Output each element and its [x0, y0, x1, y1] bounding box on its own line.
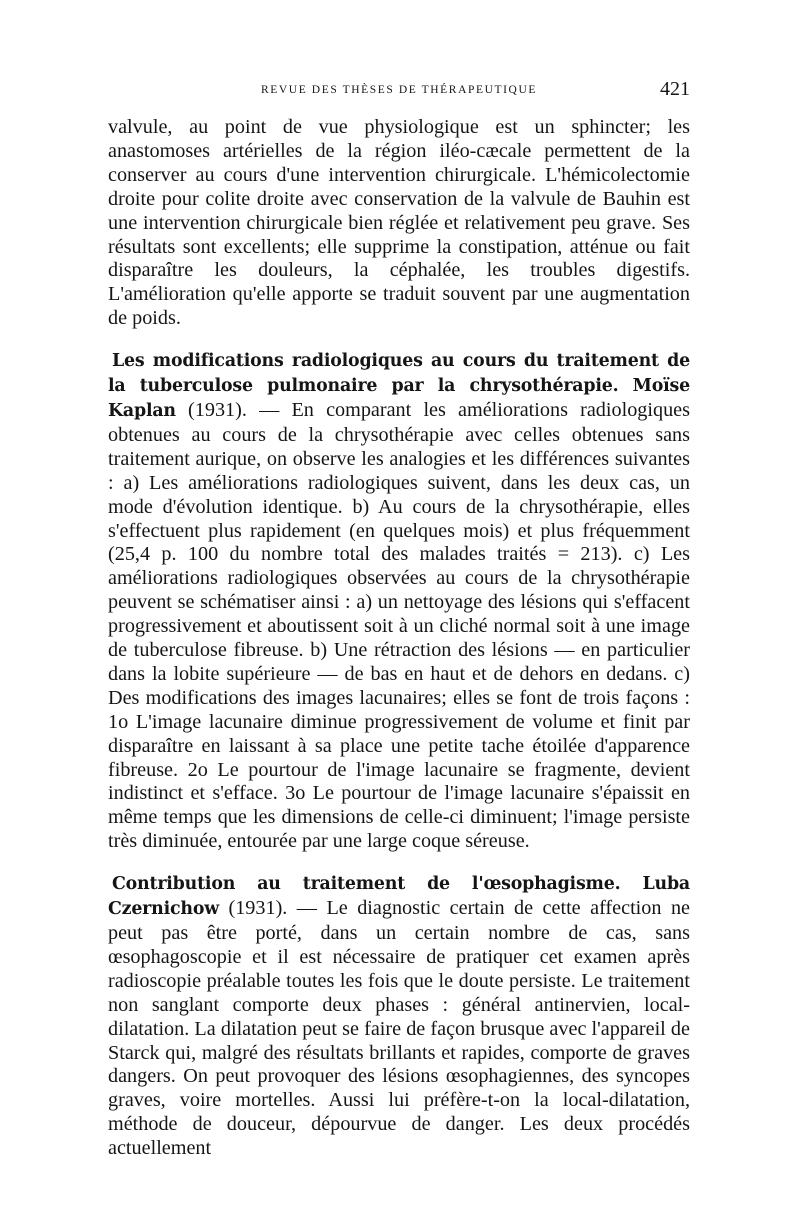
- running-header: [108, 78, 690, 104]
- body-text: [108, 116, 690, 1161]
- paragraph-text: valvule, au point de vue physiologique est un sphincter; les anastomoses artérielles de la région iléo-cæcale permettent de la conserver au cours d'une intervention chirurgicale. L'hémicolectomie droite pour colite droite avec conservation de la valvule de Bauhin est une intervention chirurgicale bien réglée et relativement peu grave. Ses résultats sont excellents; elle supprime la constipation, atténue ou fait disparaître les douleurs, la céphalée, les troubles digestifs. L'amélioration qu'elle apporte se traduit souvent par une augmentation de poids.: [108, 116, 690, 330]
- page-number: 421: [660, 78, 690, 100]
- paragraph-oesophagisme: [108, 872, 690, 1161]
- running-title: REVUE DES THÈSES DE THÉRAPEUTIQUE: [261, 84, 537, 96]
- paragraph-text: (1931). — En comparant les améliorations radiologiques obtenues au cours de la chrysothérapie avec celles obtenues sans traitement aurique, on observe les analogies et les différences suivantes : a) Les améliorations radiologiques suivent, dans les deux cas, un mode d'évolution identique. b) Au cours de la chrysothérapie, elles s'effectuent plus rapidement (en quelques mois) et plus fréquemment (25,4 p. 100 du nombre total des malades traités = 213). c) Les améliorations radiologiques observées au cours de la chrysothérapie peuvent se schématiser ainsi : a) un nettoyage des lésions qui s'effacent progressivement et aboutissent soit à un cliché normal soit à une image de tuberculose fibreuse. b) Une rétraction des lésions — en particulier dans la lobite supérieure — de bas en haut et de dehors en dedans. c) Des modifications des images lacunaires; elles se font de trois façons : 1o L'image lacunaire diminue progressivement de volume et finit par disparaître en laissant à sa place une petite tache étoilée d'apparence fibreuse. 2o Le pourtour de l'image lacunaire se fragmente, devient indistinct et s'efface. 3o Le pourtour de l'image lacunaire s'épaissit en même temps que les dimensions de celle-ci diminuent; l'image persiste très diminuée, entourée par une large coque séreuse.: [108, 398, 690, 853]
- section-heading: Les modifications radiologiques au cours du traitement de la tuberculose pulmonaire par la chrysothérapie. Moïse Kaplan: [108, 351, 690, 421]
- paragraph-continuation: [108, 116, 690, 331]
- paragraph-text: (1931). — Le diagnostic certain de cette affection ne peut pas être porté, dans un certain nombre de cas, sans œsophagoscopie et il est nécessaire de pratiquer cet examen après radioscopie préalable toutes les fois que le doute persiste. Le traitement non sanglant comporte deux phases : général antinervien, local-dilatation. La dilatation peut se faire de façon brusque avec l'appareil de Starck qui, malgré des résultats brillants et rapides, comporte de graves dangers. On peut provoquer des lésions œsophagiennes, des syncopes graves, voire mortelles. Aussi lui préfère-t-on la local-dilatation, méthode de douceur, dépourvue de danger. Les deux procédés actuellement: [108, 897, 690, 1160]
- section-heading: Contribution au traitement de l'œsophagisme. Luba Czernichow: [108, 874, 690, 920]
- paragraph-chrysotherapie: [108, 349, 690, 854]
